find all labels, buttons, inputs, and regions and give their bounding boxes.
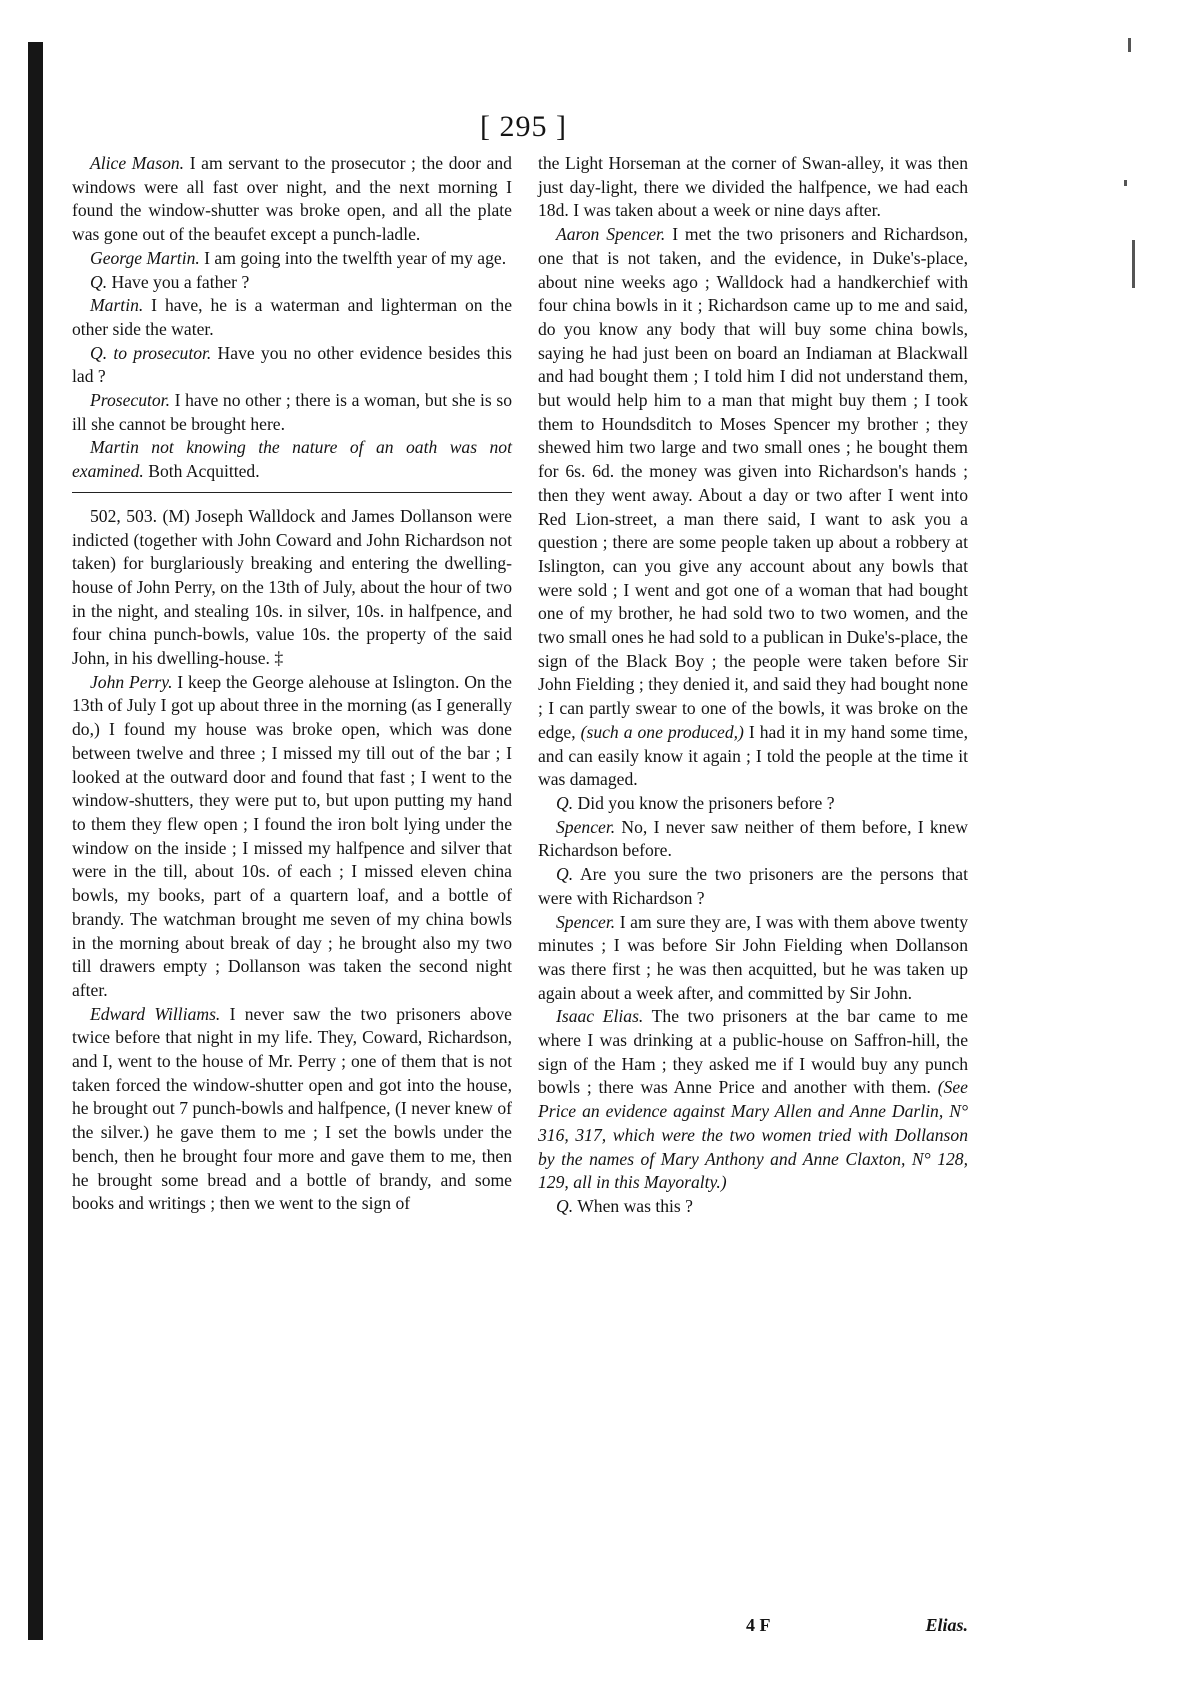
testimony-text: I never saw the two prisoners above twice before that night in my life. They, Coward, Richardson, and I, went to the house of Mr. Perry ; one of them that is not taken forced the window-shutter open and got into the house, he brought out 7 punch-bowls and halfpence, (I never knew of the silver.) he gave them to me ; I set the bowls under the bench, then he brought four more and gave them to me, then he brought some bread and a bottle of brandy, and some books and writings ; then we went to the sign of [72,1003,512,1214]
question [538,863,968,910]
signature-mark: 4 F [746,1615,771,1635]
testimony-martin [72,294,512,341]
question-text: Have you a father ? [107,271,250,292]
testimony-prosecutor [72,389,512,436]
question-text: Have you no other evidence besides this lad ? [72,342,512,387]
question-to-prosecutor [72,342,512,389]
testimony-text: I am servant to the prosecutor ; the door and windows were all fast over night, and the next morning I found the window-shutter was broke open, and all the plate was gone out of the beaufet except a punch-ladle. [72,153,512,245]
speaker-name: Alice Mason. [90,153,185,173]
question-text: When was this ? [573,1195,693,1216]
left-column [72,152,512,1216]
testimony-spencer [538,911,968,1006]
question-text: Are you sure the two prisoners are the persons that were with Richardson ? [538,864,968,908]
speaker-name: Q. to prosecutor. [90,342,212,363]
speaker-name: Prosecutor. [90,390,170,411]
verdict [72,436,512,483]
speaker-name: Q. [556,864,574,885]
testimony-john-perry [72,671,512,1003]
page-number: [ 295 ] [480,110,567,143]
testimony-spencer [538,816,968,863]
speaker-name: Martin. [90,295,144,316]
testimony-george-martin [72,247,512,271]
question [538,792,968,816]
speaker-name: George Martin. [90,247,200,268]
testimony-text: I keep the George alehouse at Islington. On the 13th of July I got up about three in the morning (as I generally do,) I found my house was broke open, which was done between twelve and three ; I missed my till out of the bar ; I looked at the outward door and found that fast ; I went to the window-shutters, they were put to, but upon putting my hand to them they flew open ; I found the iron bolt lying under the window on the inside ; I missed my halfpence and silver that were in the till, about 10s. of each ; I missed eleven china bowls, my books, part of a quartern loaf, and a bottle of brandy. The watchman brought me seven of my china bowls in the morning about break of day ; he brought also my two till drawers empty ; Dollanson was taken the second night after. [72,671,512,1000]
speaker-name: Aaron Spencer. [556,224,666,245]
scan-speck [1128,38,1131,52]
section-divider [72,492,512,493]
testimony-text: I had it in my hand some time, and can easily know it again ; I told the people at the time it was damaged. [538,721,968,790]
case-heading: 502, 503. (M) Joseph Walldock and James Dollanson were indicted (together with John Coward and John Richardson not taken) for burglariously breaking and entering the dwelling-house of John Perry, on the 13th of July, about the hour of two in the night, and stealing 10s. in silver, 10s. in halfpence, and four china punch-bowls, value 10s. the property of the said John, in his dwelling-house. ‡ [72,505,512,669]
continued-testimony: the Light Horseman at the corner of Swan-alley, it was then just day-light, there we divided the halfpence, we had each 18d. I was taken about a week or nine days after. [538,153,968,221]
testimony-text: I met the two prisoners and Richardson, one that is not taken, and the evidence, in Duke's-place, about nine weeks ago ; Walldock had a handkerchief with four china bowls in it ; Richardson came up to me and said, do you know any body that will buy some china bowls, saying he had just been on board an Indiaman at Blackwall and had bought them ; I told him I did not understand them, but would help him to a man that might buy them ; I took them to Houndsditch to Moses Spencer my brother ; they shewed him two large and two small ones ; he bought them for 6s. 6d. the money was given into Richardson's hands ; then they went away. About a day or two after I went into Red Lion-street, a man there said, I want to ask you a question ; there are some people taken up about a robbery at Islington, can you give any account about any bowls that were sold ; I went and got one of a woman that had bought one of my brother, he had sold two to two women, and the two small ones he had sold to a publican in Duke's-place, the sign of the Black Boy ; the people were taken before Sir John Fielding ; they denied it, and said they had bought none ; I can partly swear to one of the bowls, it was broke on the edge, [538,224,968,742]
right-column [538,152,968,1219]
testimony-text: I am sure they are, I was with them above twenty minutes ; I was before Sir John Fielding when Dollanson was there first ; he was then acquitted, but he was taken up again about a week after, and committed by Sir John. [538,911,968,1003]
cross-reference-note: (See Price an evidence against Mary Allen and Anne Darlin, N° 316, 317, which were the two women tried with Dollanson by the names of Mary Anthony and Anne Claxton, N° 128, 129, all in this Mayoralty.) [538,1077,968,1193]
speaker-name: Spencer. [556,816,616,837]
scan-speck [1124,180,1127,186]
testimony-text: I have, he is a waterman and lighterman on the other side the water. [72,295,512,339]
question [538,1195,968,1219]
speaker-name: Q. [556,1195,574,1216]
question [72,271,512,295]
speaker-name: Spencer. [556,911,616,932]
scan-speck [1132,240,1135,288]
testimony-text: No, I never saw neither of them before, I knew Richardson before. [538,816,968,861]
speaker-name: Q. [90,271,108,292]
speaker-name: Edward Williams. [90,1003,221,1024]
speaker-name: Isaac Elias. [556,1006,644,1027]
testimony-edward-williams [72,1003,512,1216]
evidence-note: (such a one produced,) [580,721,744,742]
testimony-text: I am going into the twelfth year of my age. [199,247,507,268]
page-binding-edge [28,42,43,1640]
speaker-name: Q. [556,792,574,813]
catchword: Elias. [925,1615,968,1635]
verdict-note: Martin not knowing the nature of an oath was not examined. [72,437,512,482]
testimony-aaron-spencer [538,223,968,792]
testimony-isaac-elias [538,1005,968,1195]
testimony-text: The two prisoners at the bar came to me where I was drinking at a public-house on Saffron-hill, the sign of the Ham ; they asked me if I would buy any punch bowls ; there was Anne Price and another with them. [538,1006,968,1098]
question-text: Did you know the prisoners before ? [573,792,835,813]
testimony-alice-mason [72,152,512,247]
verdict-text: Both Acquitted. [143,461,260,482]
speaker-name: John Perry. [90,671,173,692]
testimony-text: I have no other ; there is a woman, but she is so ill she cannot be brought here. [72,390,512,434]
